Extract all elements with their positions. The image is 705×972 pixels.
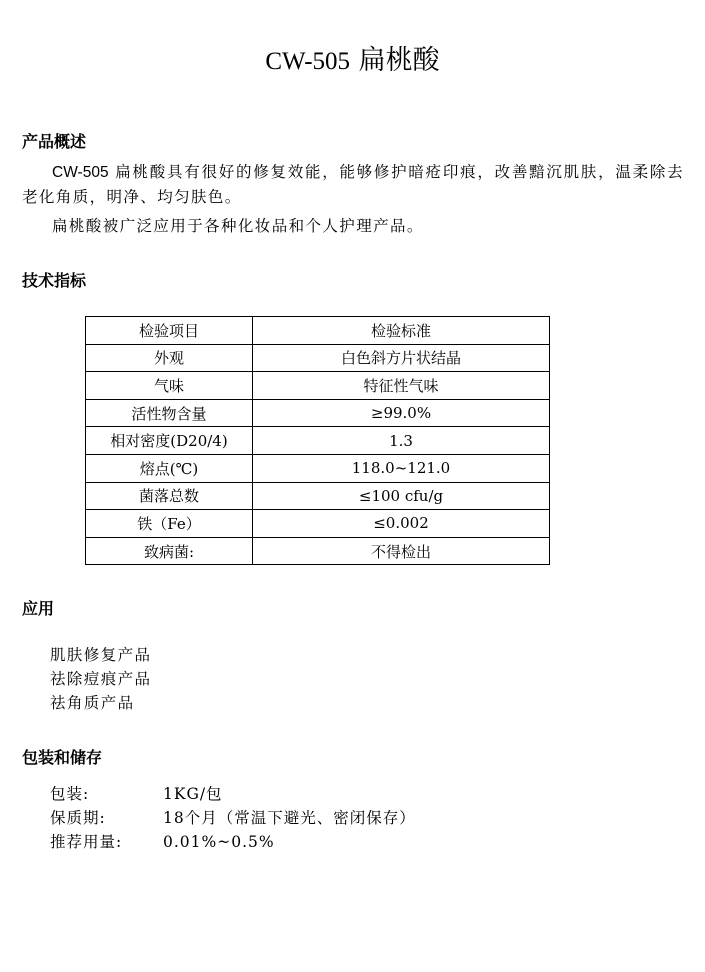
- shelf-life-row: [50, 806, 416, 828]
- spec-row: [86, 482, 550, 510]
- spec-value: 1.3: [253, 427, 550, 455]
- dosage-value: 0.01%~0.5%: [163, 833, 275, 851]
- spec-value: 特征性气味: [253, 372, 550, 400]
- applications-list: [50, 643, 151, 715]
- spec-item: 致病菌:: [86, 537, 253, 565]
- spec-item: 外观: [86, 344, 253, 372]
- spec-value: ≤100 cfu/g: [253, 482, 550, 510]
- spec-row: [86, 399, 550, 427]
- spec-row: [86, 537, 550, 565]
- list-item: 祛角质产品: [50, 694, 135, 712]
- spec-row: [86, 454, 550, 482]
- product-name: 扁桃酸: [358, 45, 440, 76]
- overview-heading: 产品概述: [22, 132, 87, 151]
- spec-value: 白色斜方片状结晶: [253, 344, 550, 372]
- overview-paragraph-1: [22, 160, 684, 210]
- spec-item: 熔点(℃): [86, 454, 253, 482]
- list-item: 祛除痘痕产品: [50, 670, 152, 688]
- spec-table: [85, 316, 550, 565]
- shelf-life-label: 保质期:: [50, 809, 106, 827]
- spec-item: 铁（Fe）: [86, 510, 253, 538]
- spec-header-standard: 检验标准: [253, 317, 550, 345]
- packaging-value: 1KG/包: [163, 785, 223, 803]
- spec-value: ≤0.002: [253, 510, 550, 538]
- spec-item: 活性物含量: [86, 399, 253, 427]
- packaging-row: [50, 782, 223, 804]
- applications-heading: 应用: [22, 599, 55, 618]
- dosage-label: 推荐用量:: [50, 833, 123, 851]
- packaging-label: 包装:: [50, 785, 90, 803]
- spec-item: 菌落总数: [86, 482, 253, 510]
- list-item: 肌肤修复产品: [50, 646, 152, 664]
- page-title: [0, 38, 705, 77]
- spec-value: 118.0~121.0: [253, 454, 550, 482]
- specs-heading: 技术指标: [22, 271, 87, 290]
- spec-value: ≥99.0%: [253, 399, 550, 427]
- spec-row: [86, 427, 550, 455]
- spec-item: 气味: [86, 372, 253, 400]
- packaging-heading: 包装和储存: [22, 748, 103, 767]
- shelf-life-value: 18个月（常温下避光、密闭保存）: [163, 809, 416, 827]
- spec-header-item: 检验项目: [86, 317, 253, 345]
- spec-row: [86, 510, 550, 538]
- spec-item: 相对密度(D20/4): [86, 427, 253, 455]
- dosage-row: [50, 830, 275, 852]
- overview-code: CW-505: [52, 164, 109, 181]
- overview-text: 扁桃酸具有很好的修复效能，能够修护暗疮印痕，改善黯沉肌肤，温柔除去老化角质，明净、均匀肤色。: [22, 163, 684, 206]
- overview-paragraph-2: 扁桃酸被广泛应用于各种化妆品和个人护理产品。: [52, 217, 424, 235]
- spec-header-row: [86, 317, 550, 345]
- spec-value: 不得检出: [253, 537, 550, 565]
- product-code: CW-505: [265, 48, 351, 75]
- spec-row: [86, 344, 550, 372]
- spec-row: [86, 372, 550, 400]
